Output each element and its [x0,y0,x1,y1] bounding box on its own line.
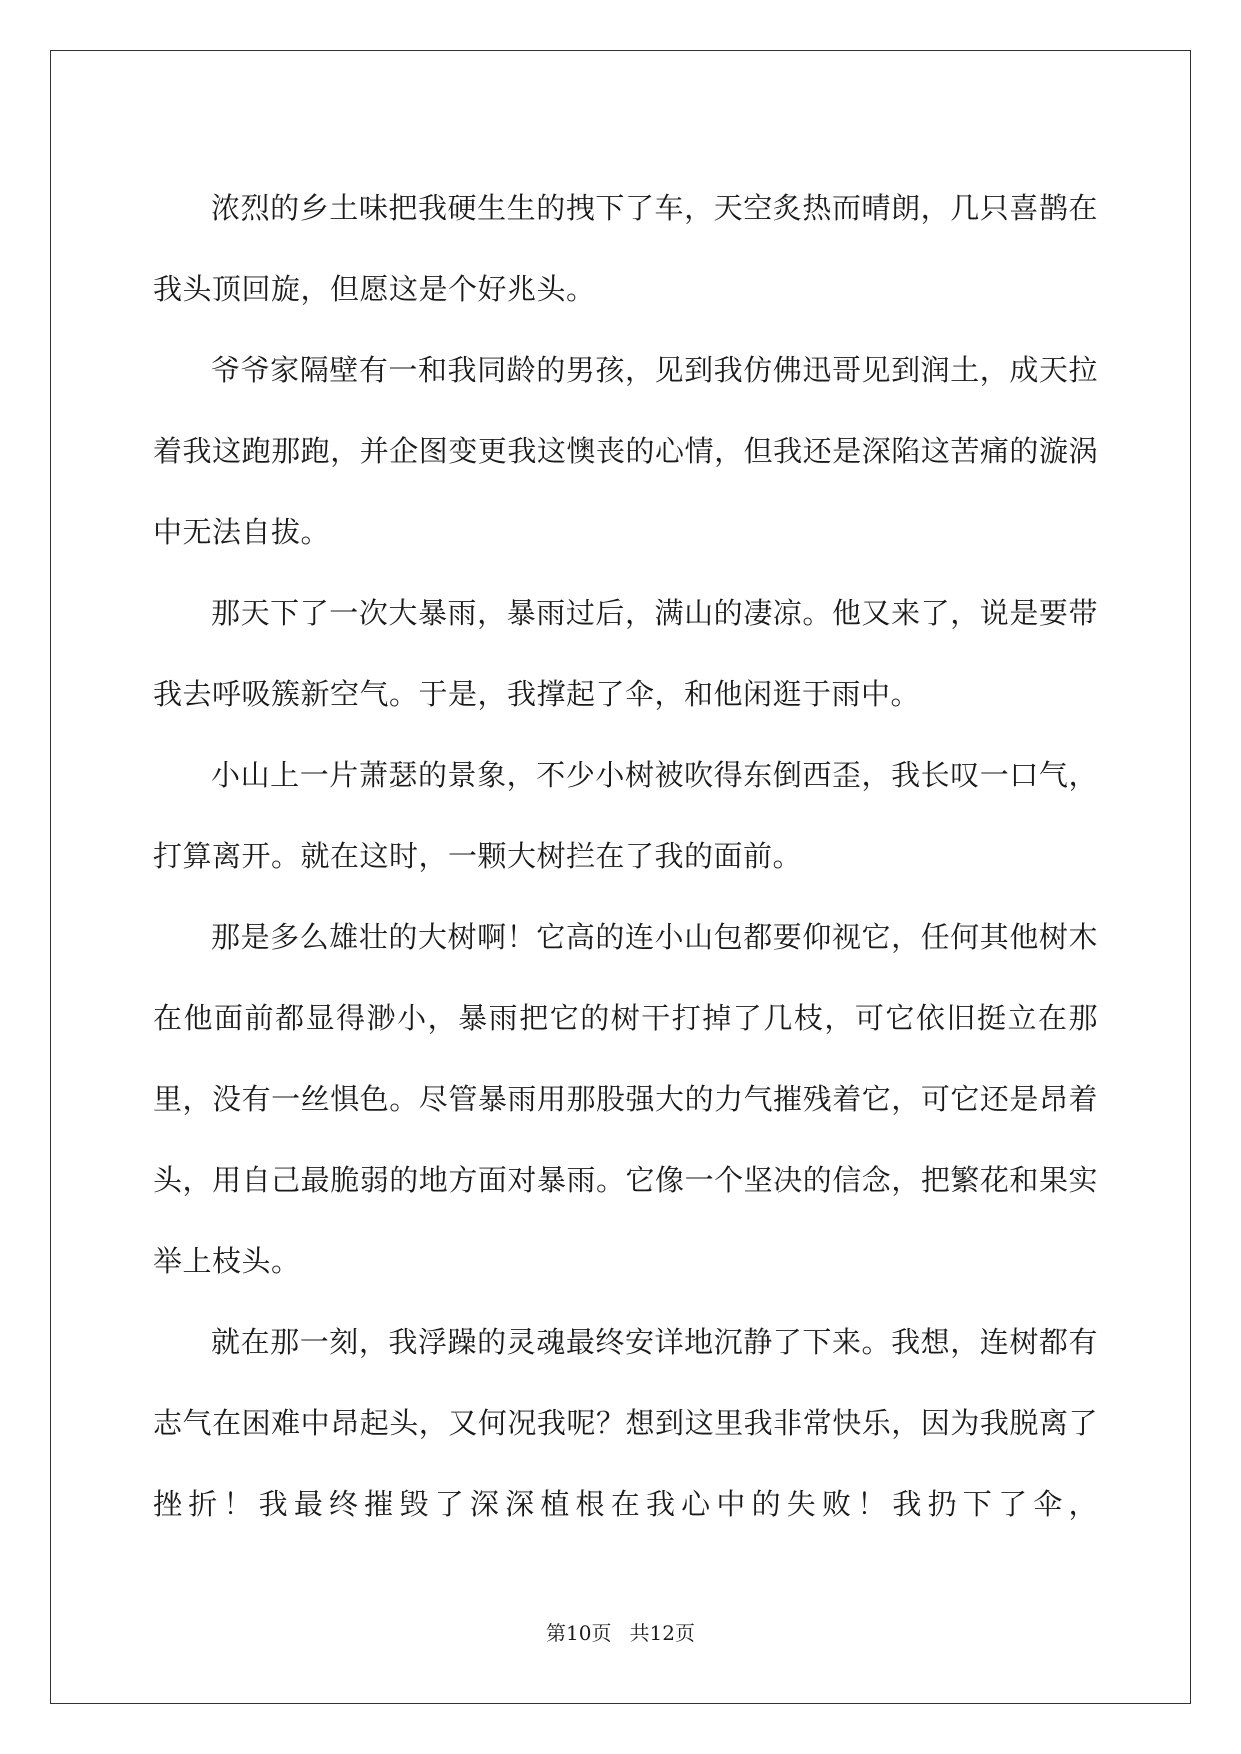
document-body [153,168,1098,1545]
paragraph: 小山上一片萧瑟的景象，不少小树被吹得东倒西歪，我长叹一口气，打算离开。就在这时，一颗大树拦在了我的面前。 [153,758,1098,873]
paragraph: 那是多么雄壮的大树啊！它高的连小山包都要仰视它，任何其他树木在他面前都显得渺小，暴雨把它的树干打掉了几枝，可它依旧挺立在那里，没有一丝惧色。尽管暴雨用那股强大的力气摧残着它，可它还是昂着头，用自己最脆弱的地方面对暴雨。它像一个坚决的信念，把繁花和果实举上枝头。 [153,920,1098,1278]
total-page-count: 共12页 [629,1621,695,1645]
paragraph: 那天下了一次大暴雨，暴雨过后，满山的凄凉。他又来了，说是要带我去呼吸簇新空气。于是，我撑起了伞，和他闲逛于雨中。 [153,596,1098,711]
paragraph: 就在那一刻，我浮躁的灵魂最终安详地沉静了下来。我想，连树都有志气在困难中昂起头，又何况我呢？想到这里我非常快乐，因为我脱离了挫折！我最终摧毁了深深植根在我心中的失败！我扔下了伞， [153,1325,1098,1521]
current-page-number: 第10页 [546,1621,612,1645]
paragraph: 浓烈的乡土味把我硬生生的拽下了车，天空炙热而晴朗，几只喜鹊在我头顶回旋，但愿这是个好兆头。 [153,191,1098,306]
page-footer [0,1621,1241,1645]
paragraph: 爷爷家隔壁有一和我同龄的男孩，见到我仿佛迅哥见到润土，成天拉着我这跑那跑，并企图变更我这懊丧的心情，但我还是深陷这苦痛的漩涡中无法自拔。 [153,353,1098,549]
